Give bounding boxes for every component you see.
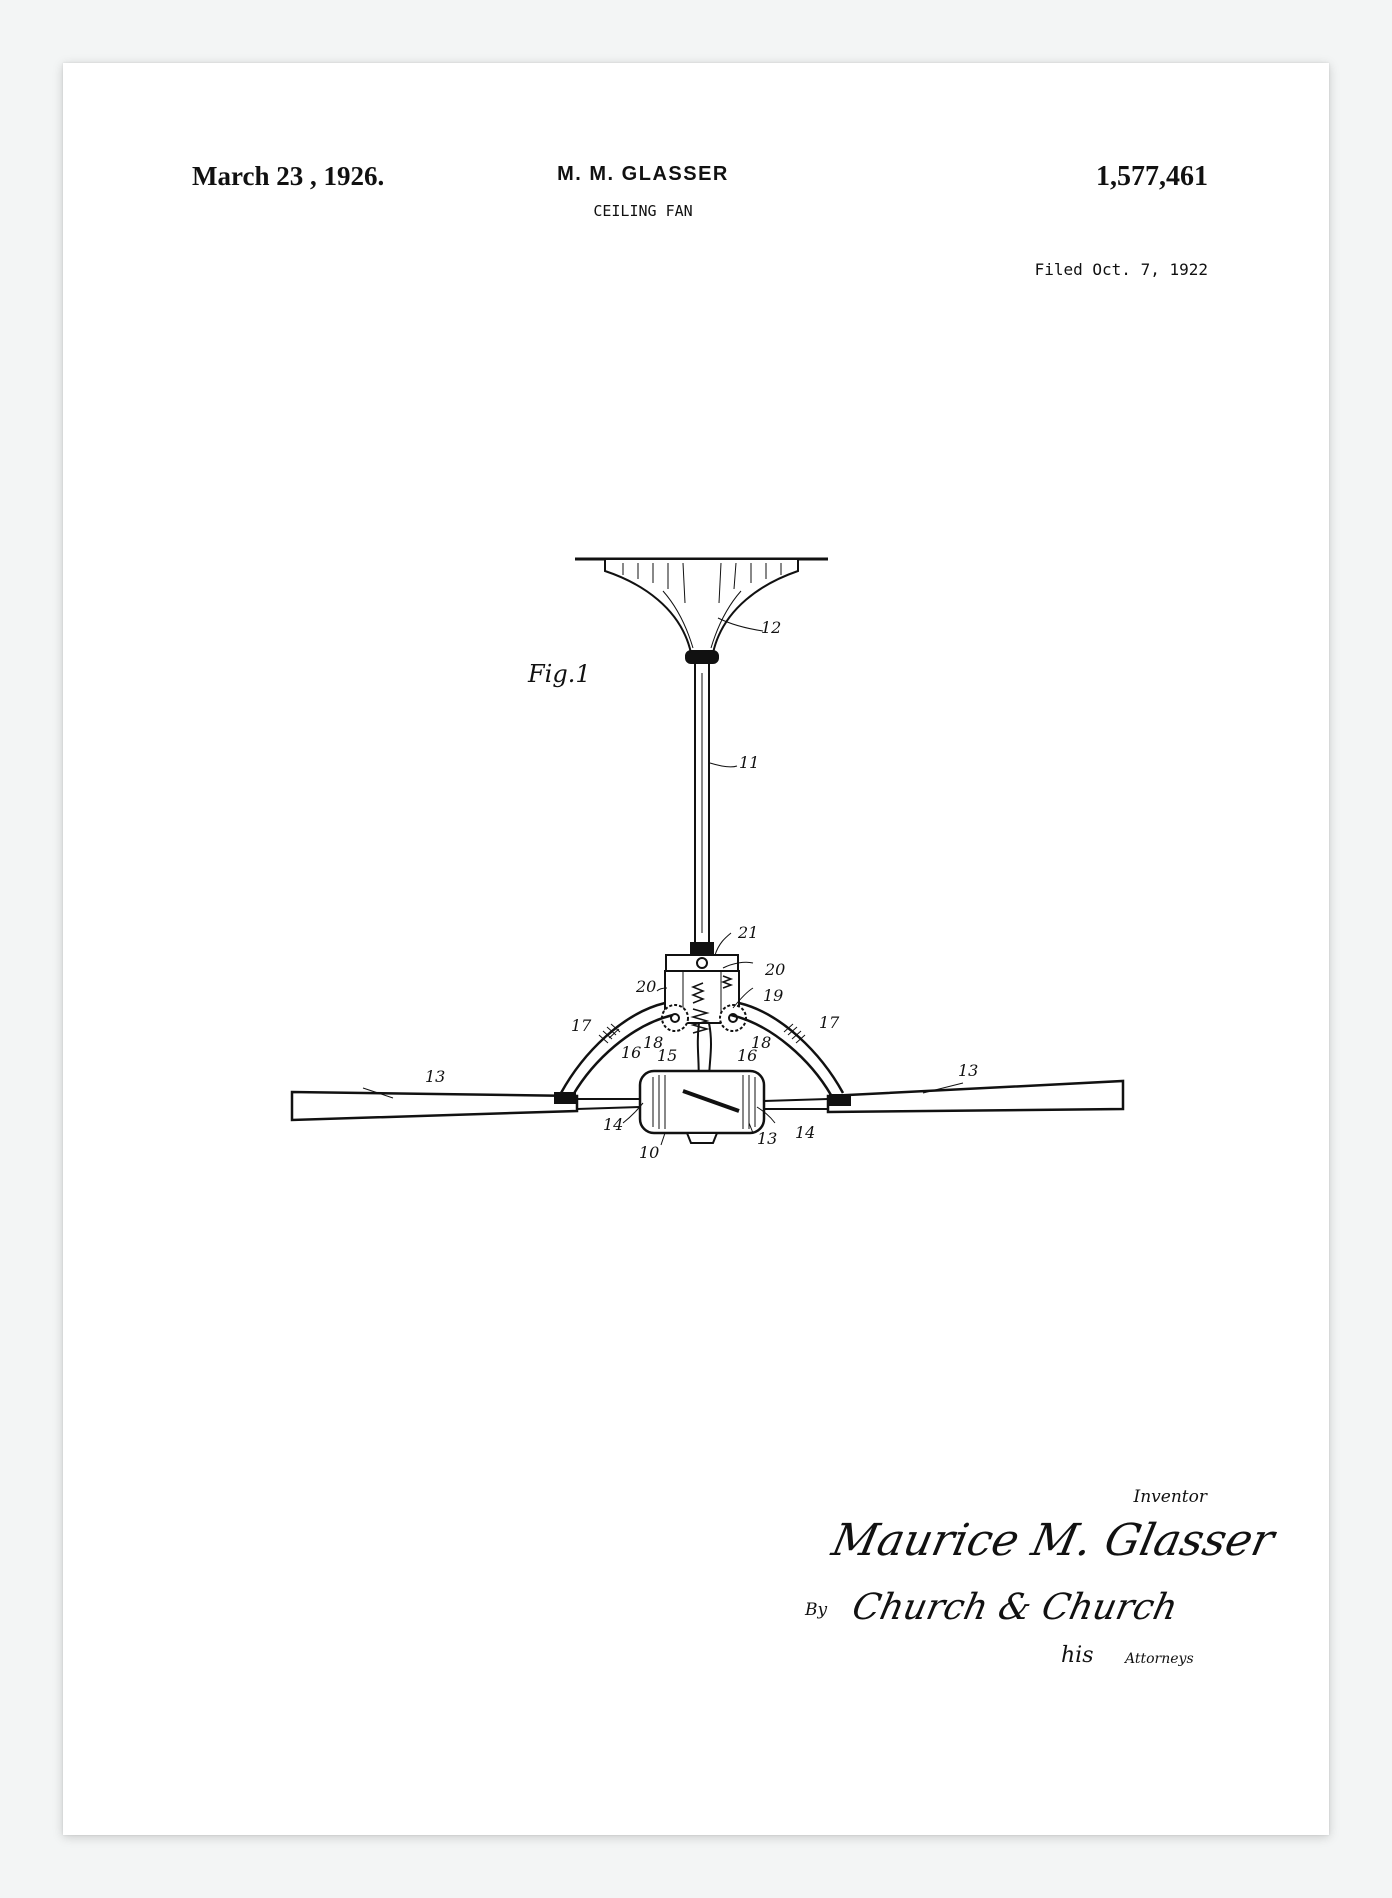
ref-num-18-left: 18 bbox=[643, 1033, 664, 1052]
attorney-signature: Church & Church bbox=[848, 1587, 1182, 1628]
ref-num-16-left: 16 bbox=[621, 1043, 642, 1062]
his-label: his bbox=[1061, 1643, 1094, 1668]
ref-num-21: 21 bbox=[738, 923, 759, 942]
patent-title: CEILING FAN bbox=[593, 202, 693, 220]
ref-num-14-left: 14 bbox=[603, 1115, 624, 1134]
patent-sheet bbox=[63, 63, 1329, 1835]
ref-num-14-right: 14 bbox=[795, 1123, 816, 1142]
patent-number: 1,577,461 bbox=[1096, 161, 1208, 192]
ref-num-11: 11 bbox=[739, 753, 760, 772]
inventor-signature: Maurice M. Glasser bbox=[827, 1515, 1279, 1566]
patent-date: March 23 , 1926. bbox=[192, 161, 385, 191]
filed-date: Filed Oct. 7, 1922 bbox=[1034, 260, 1208, 279]
ref-num-20-left: 20 bbox=[636, 977, 657, 996]
figure-label: Fig.1 bbox=[528, 660, 591, 688]
ref-num-12: 12 bbox=[761, 618, 782, 637]
by-label: By bbox=[805, 1600, 828, 1620]
ref-num-18-right: 18 bbox=[751, 1033, 772, 1052]
ref-num-17-right: 17 bbox=[819, 1013, 840, 1032]
inventor-name: M. M. GLASSER bbox=[557, 163, 729, 185]
ref-num-13-left: 13 bbox=[425, 1067, 446, 1086]
ref-num-13-right: 13 bbox=[958, 1061, 979, 1080]
ref-num-10: 10 bbox=[639, 1143, 660, 1162]
ceiling-fan-drawing bbox=[63, 63, 1329, 1835]
ref-num-15: 15 bbox=[657, 1046, 678, 1065]
ref-num-20-right: 20 bbox=[765, 960, 786, 979]
ref-num-17-left: 17 bbox=[571, 1016, 592, 1035]
attorneys-label: Attorneys bbox=[1125, 1651, 1194, 1667]
ref-num-16-right: 16 bbox=[737, 1046, 758, 1065]
ref-num-13-center: 13 bbox=[757, 1129, 778, 1148]
ref-num-19: 19 bbox=[763, 986, 784, 1005]
inventor-label: Inventor bbox=[1133, 1487, 1207, 1507]
